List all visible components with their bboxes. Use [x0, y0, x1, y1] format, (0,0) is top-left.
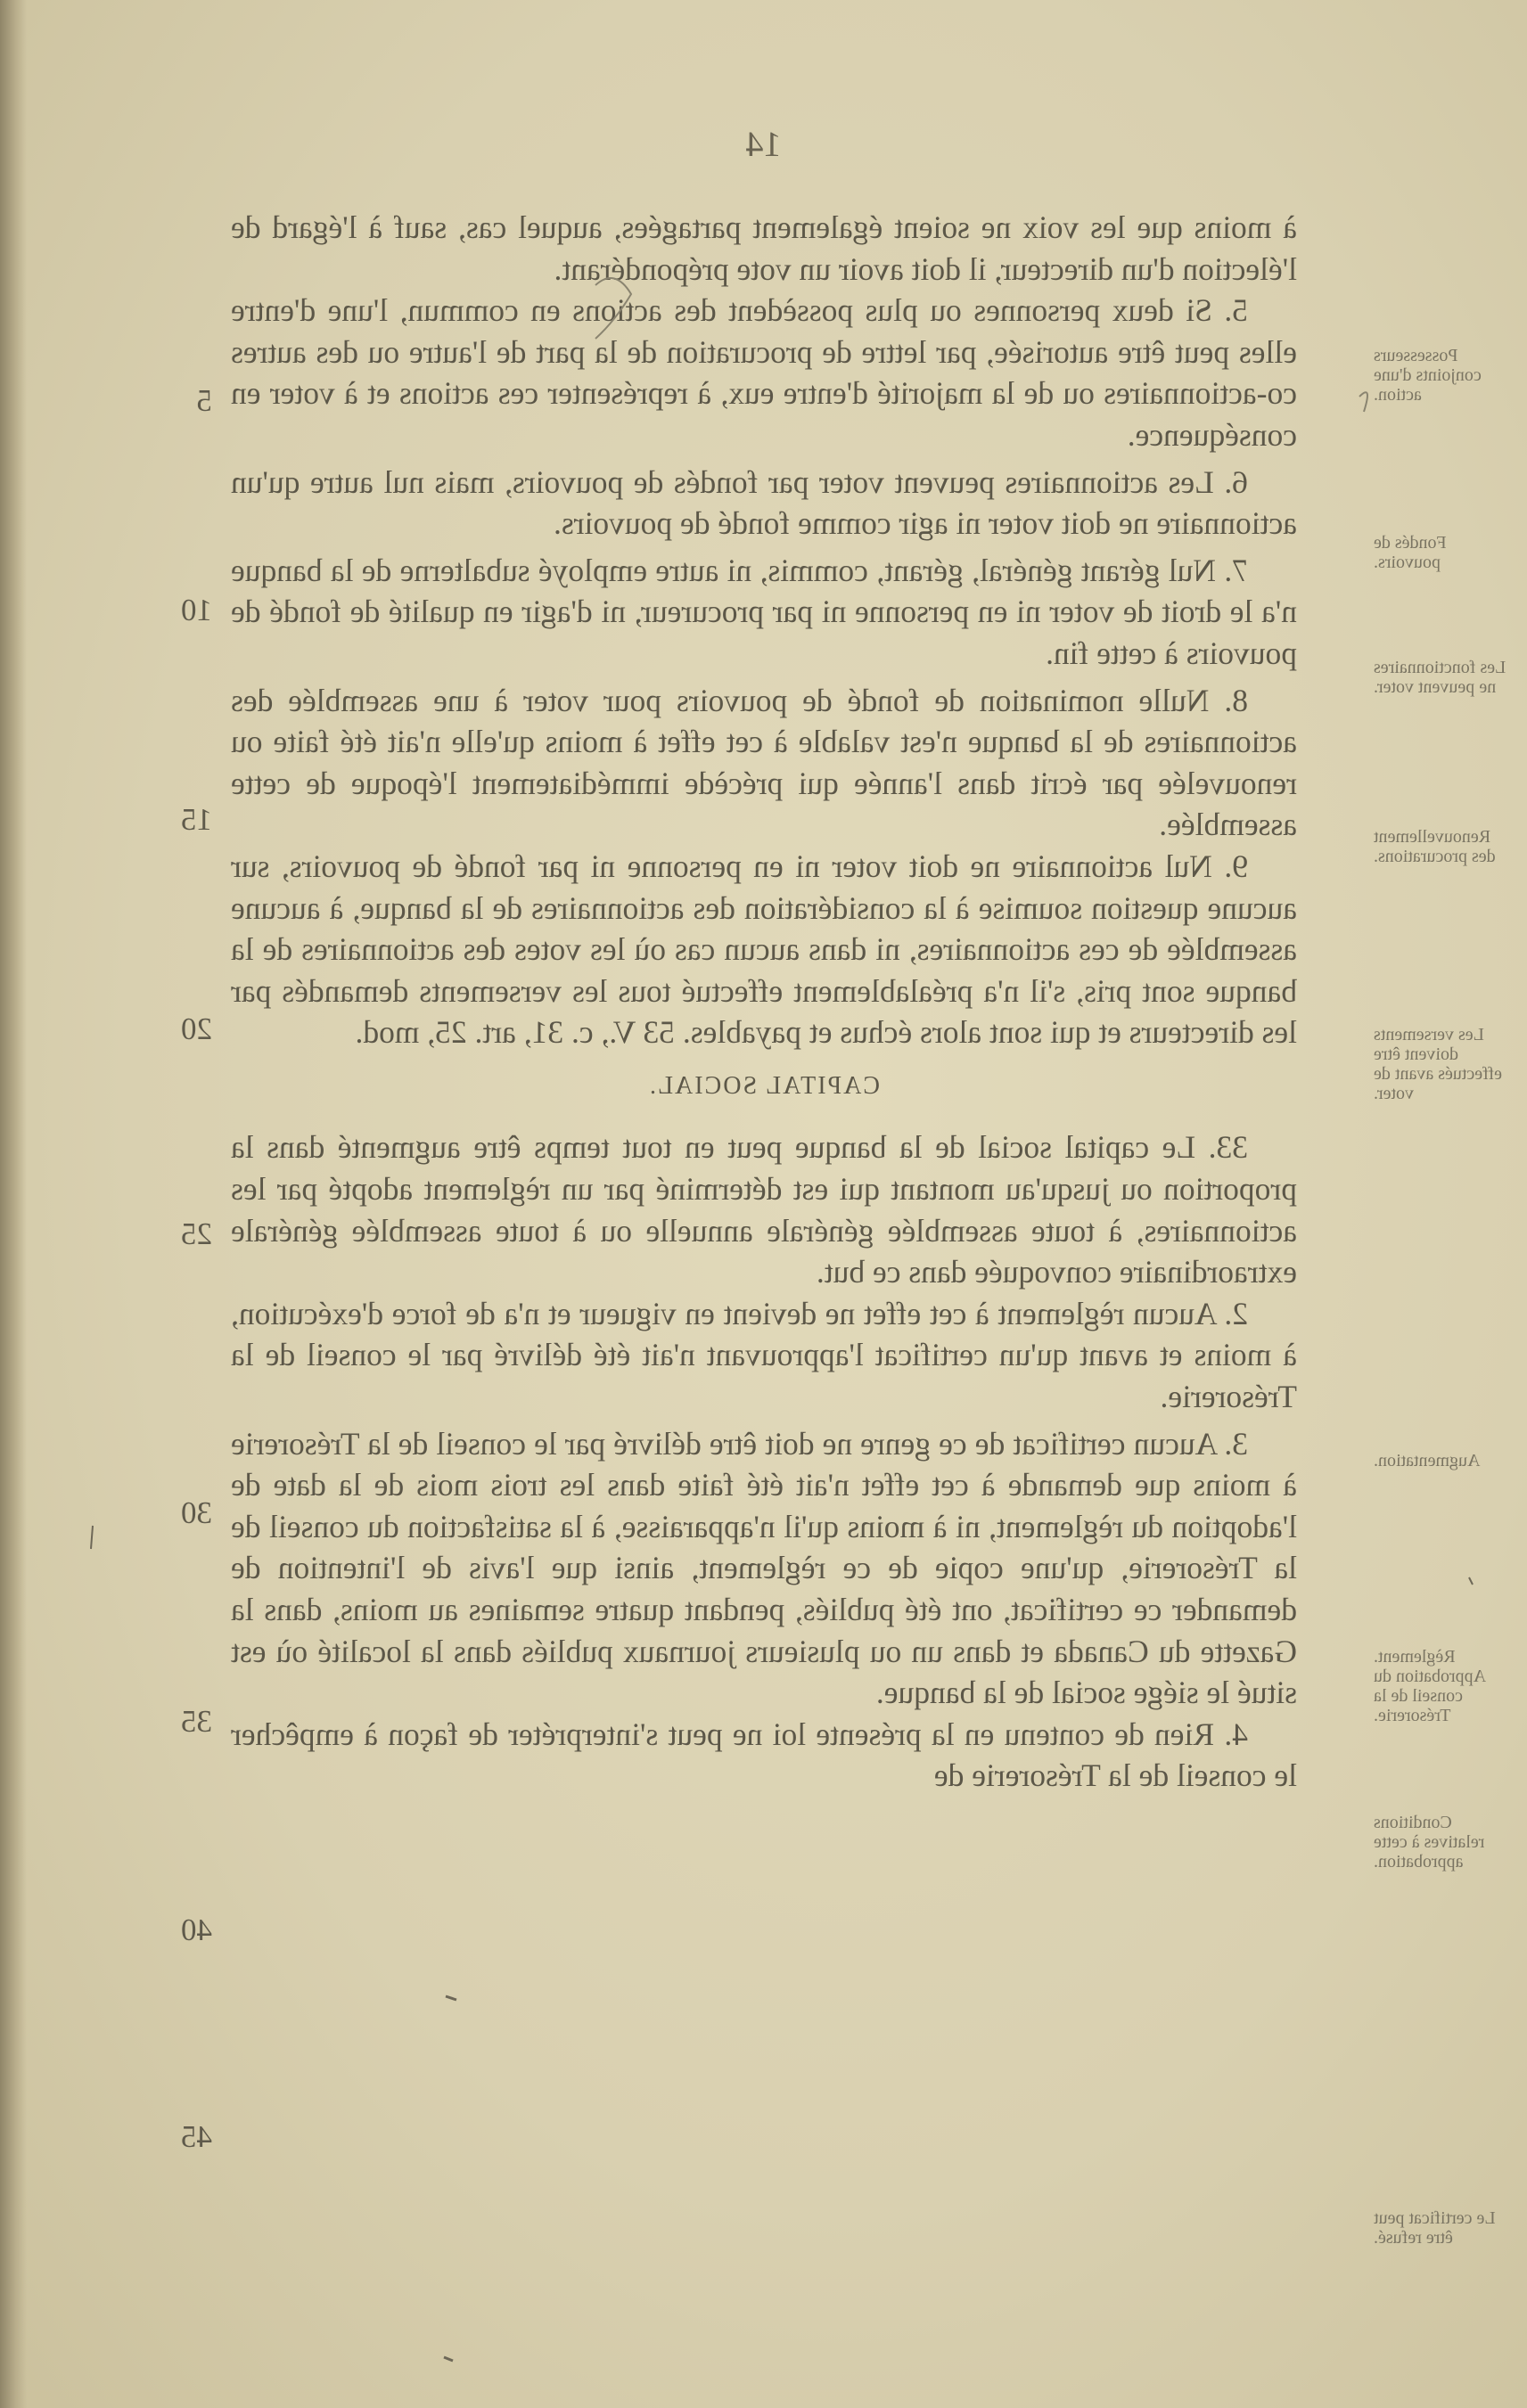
margin-note: Règlement. Approbation du conseil de la Trésorerie.	[1374, 1647, 1487, 1725]
paragraph-33-2: 2. Aucun règlement à cet effet ne devient en vigueur et n'a de force d'exécution, à moins et avant qu'un certificat l'approuvant n'ait été délivré par le conseil de la Trésorerie.	[231, 1295, 1297, 1415]
paragraph-6: 6. Les actionnaires peuvent voter par fondés de pouvoirs, mais nul autre qu'un actionnaire ne doit voter ni agir comme fondé de pouvoirs.	[231, 463, 1297, 542]
line-number: 30	[181, 1495, 212, 1530]
margin-note: Le certificat peut être refusé.	[1374, 2208, 1496, 2248]
line-number: 20	[181, 1012, 212, 1046]
paragraph-8: 8. Nulle nomination de fondé de pouvoirs pour voter à une assemblée des actionnaires de la banque n'est valable à cet effet à moins qu'elle n'ait été faite ou renouvelée par écrit dans l'année qui précède immédiatement l'époque de cette assemblée.	[231, 682, 1297, 843]
line-number: 35	[181, 1704, 212, 1739]
body-text	[231, 207, 1297, 1797]
paragraph-7: 7. Nul gérant général, gérant, commis, ni autre employé subalterne de la banque n'a le droit de voter ni en personne ni par procureur, ni d'agir en qualité de fondé de pouvoirs à cette fin.	[231, 552, 1297, 671]
page-number: 14	[745, 124, 782, 164]
line-number: 40	[181, 1912, 212, 1947]
margin-note: Fondés de pouvoirs.	[1374, 533, 1447, 572]
line-number: 25	[181, 1216, 212, 1251]
margin-note: Renouvellement des procurations.	[1374, 827, 1496, 866]
paragraph-9: 9. Nul actionnaire ne doit voter ni en personne ni par fondé de pouvoirs, sur aucune question soumise à la considération des actionnaires de la banque, à aucune assemblée de ces actionnaires, ni dans aucun cas où les votes des actionnaires de la banque sont pris, s'il n'a préalablement effectué tous les versements demandés par les directeurs et qui sont alors échus et payables. 53 V., c. 31, art. 25, mod.	[231, 848, 1297, 1051]
paragraph-5: 5. Si deux personnes ou plus possèdent des actions en commun, l'une d'entre elles peut être autorisée, par lettre de procuration de la part de l'autre ou des autres co-actionnaires ou de la majorité d'entre eux, à représenter ces actions et à voter en conséquence.	[231, 292, 1297, 453]
paragraph-33-3: 3. Aucun certificat de ce genre ne doit être délivré par le conseil de la Trésorerie à moins que demande à cet effet n'ait été faite dans les trois mois de la date de l'adoption du règlement, ni à moins qu'il n'apparaisse, à la satisfaction du conseil de la Trésorerie, qu'une copie de ce règlement, ainsi que l'avis de l'intention de demander ce certificat, ont été publiés, pendant quatre semaines au moins, dans la Gazette du Canada et dans un ou plusieurs journaux publiés dans la localité où est situé le siége social de la banque.	[231, 1425, 1297, 1711]
paragraph-continuation: à moins que les voix ne soient également partagées, auquel cas, sauf à l'égard de l'élection d'un directeur, il doit avoir un vote prépondérant.	[231, 209, 1297, 287]
section-heading: CAPITAL SOCIAL.	[647, 1071, 881, 1100]
line-number: 5	[196, 383, 212, 418]
paragraph-33-4: 4. Rien de contenu en la présente loi ne peut s'interpréter de façon à empêcher le conseil de la Trésorerie de	[231, 1716, 1297, 1794]
margin-note: Les versements doivent être effectués avant de voter.	[1374, 1025, 1502, 1103]
margin-notes	[1374, 0, 1507, 2408]
line-number: 10	[181, 593, 212, 627]
margin-note: Les fonctionnaires ne peuvent voter.	[1374, 658, 1506, 697]
line-number: 15	[181, 802, 212, 837]
margin-note: Conditions relatives à cette approbation.	[1374, 1813, 1485, 1872]
margin-note: Augmentation.	[1374, 1451, 1481, 1470]
margin-note: Possesseurs conjoints d'une action.	[1374, 346, 1482, 405]
line-number: 45	[181, 2119, 212, 2154]
paragraph-33: 33. Le capital social de la banque peut en tout temps être augmenté dans la proportion ou jusqu'au montant qui est déterminé par un règlement adopté par les actionnaires, à toute assemblée générale annuelle ou à toute assemblée générale extraordinaire convoquée dans ce but.	[231, 1129, 1297, 1290]
